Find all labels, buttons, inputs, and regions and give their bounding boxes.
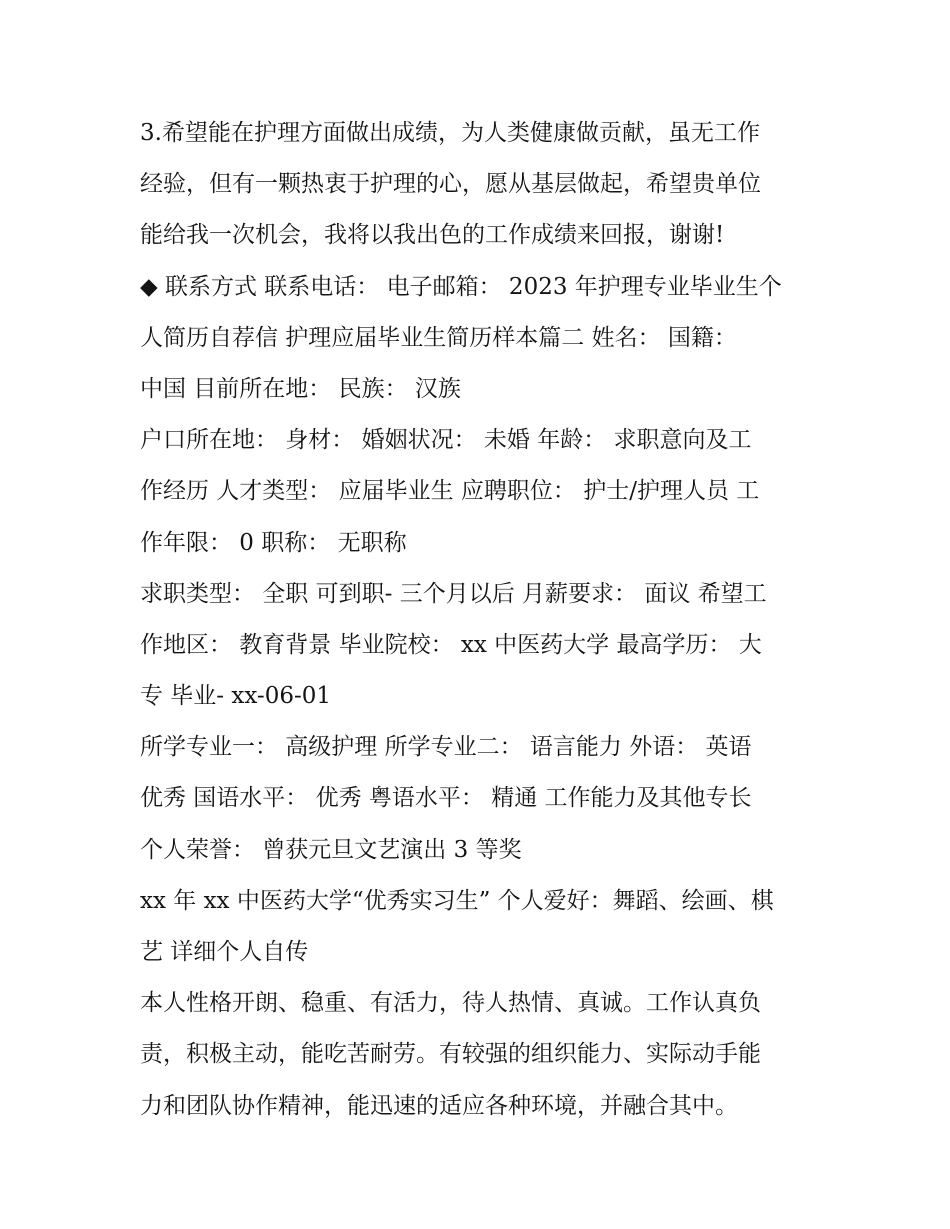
text-line: 户口所在地： 身材： 婚姻状况： 未婚 年龄： 求职意向及工: [140, 427, 752, 454]
text-line: 能给我一次机会，我将以我出色的工作成绩来回报，谢谢!: [140, 222, 725, 249]
text-line: 经验，但有一颗热衷于护理的心，愿从基层做起，希望贵单位: [140, 171, 761, 198]
text-line: 作经历 人才类型： 应届毕业生 应聘职位： 护士/护理人员 工: [140, 478, 760, 505]
text-line: 3.希望能在护理方面做出成绩，为人类健康做贡献，虽无工作: [140, 120, 760, 146]
text-line: 优秀 国语水平： 优秀 粤语水平： 精通 工作能力及其他专长: [140, 785, 752, 812]
text-line: 力和团队协作精神，能迅速的适应各种环境，并融合其中。: [140, 1092, 738, 1119]
text-line: 专 毕业- xx-06-01: [140, 683, 332, 710]
text-line: 作年限： 0 职称： 无职称: [140, 529, 407, 556]
text-line: 作地区： 教育背景 毕业院校： xx 中医药大学 最高学历： 大: [140, 631, 762, 658]
text-line: 所学专业一： 高级护理 所学专业二： 语言能力 外语： 英语: [140, 734, 752, 761]
text-line: 个人荣誉： 曾获元旦文艺演出 3 等奖: [140, 836, 522, 863]
text-line: 责，积极主动，能吃苦耐劳。有较强的组织能力、实际动手能: [140, 1041, 761, 1068]
text-line: 中国 目前所在地： 民族： 汉族: [140, 375, 461, 402]
text-line: 人简历自荐信 护理应届毕业生简历样本篇二 姓名： 国籍：: [140, 324, 737, 351]
text-line: 艺 详细个人自传: [140, 939, 309, 965]
text-line: ◆ 联系方式 联系电话： 电子邮箱： 2023 年护理专业毕业生个: [140, 273, 782, 300]
text-line: 本人性格开朗、稳重、有活力，待人热情、真诚。工作认真负: [140, 990, 761, 1017]
text-line: 求职类型： 全职 可到职- 三个月以后 月薪要求： 面议 希望工: [140, 580, 767, 607]
text-line: xx 年 xx 中医药大学“优秀实习生” 个人爱好：舞蹈、绘画、棋: [140, 887, 774, 914]
